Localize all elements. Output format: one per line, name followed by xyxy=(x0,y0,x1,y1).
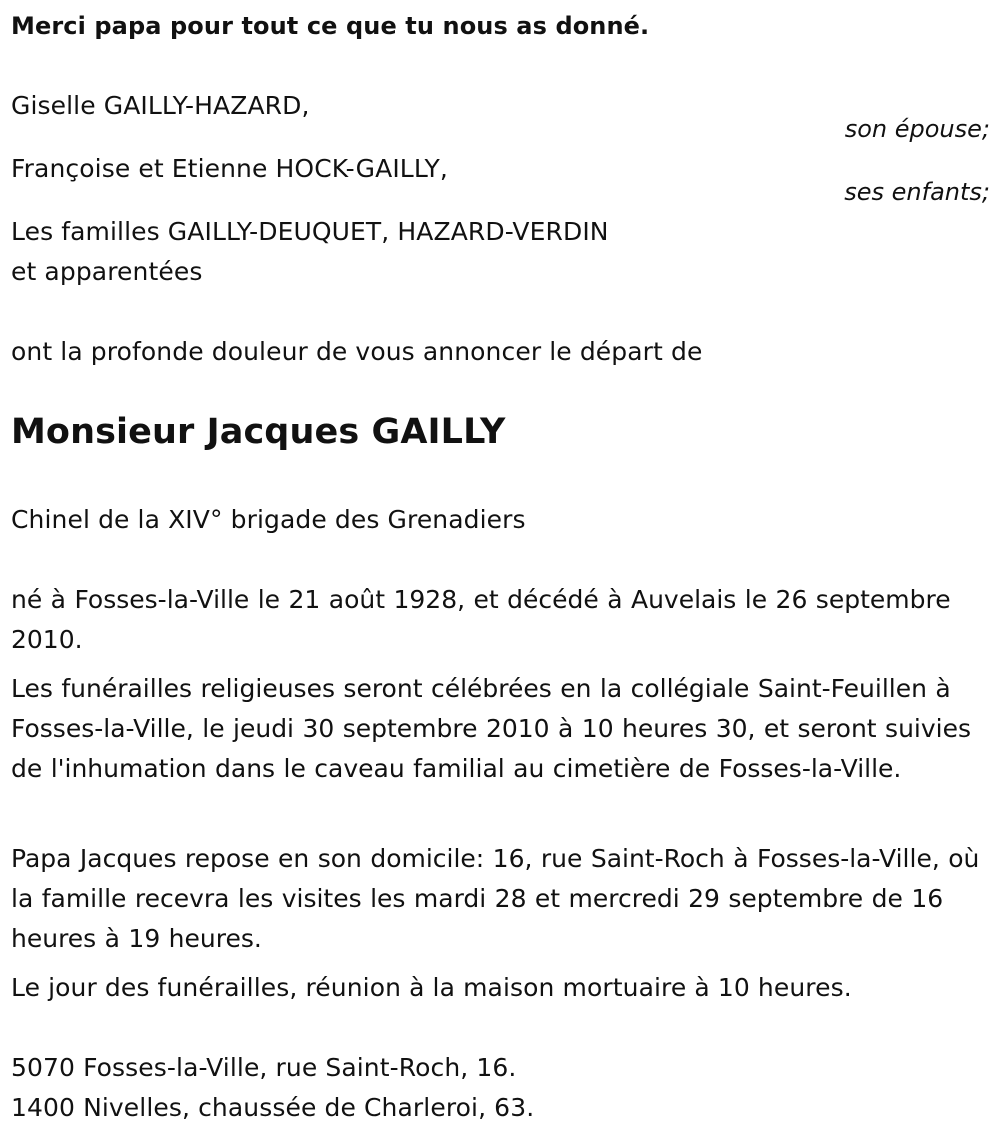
family-member-name: Françoise et Etienne HOCK-GAILLY, xyxy=(11,154,448,183)
funeral-text: Les funérailles religieuses seront célébrées en la collégiale Saint-Feuillen à Fosses-la-Ville, le jeudi 30 septembre 2010 à 10 heures 30, et seront suivies de l'inhumation dans le caveau familial au cimetière de Fosses-la-Ville. xyxy=(11,674,972,783)
deceased-title: Chinel de la XIV° brigade des Grenadiers xyxy=(11,505,526,534)
families-line: et apparentées xyxy=(11,257,203,286)
family-member-role: son épouse; xyxy=(844,115,990,143)
notice-heading: Merci papa pour tout ce que tu nous as donné. xyxy=(11,12,650,40)
family-member-name: Giselle GAILLY-HAZARD, xyxy=(11,91,310,120)
birth-death-text: né à Fosses-la-Ville le 21 août 1928, et décédé à Auvelais le 26 septembre 2010. xyxy=(11,585,951,654)
address-line: 5070 Fosses-la-Ville, rue Saint-Roch, 16. xyxy=(11,1053,517,1082)
family-member-role: ses enfants; xyxy=(844,178,990,206)
meeting-text: Le jour des funérailles, réunion à la maison mortuaire à 10 heures. xyxy=(11,973,852,1002)
visitation-text: Papa Jacques repose en son domicile: 16, rue Saint-Roch à Fosses-la-Ville, où la famille recevra les visites les mardi 28 et mercredi 29 septembre de 16 heures à 19 heures. xyxy=(11,844,980,953)
families-line: Les familles GAILLY-DEUQUET, HAZARD-VERDIN xyxy=(11,217,609,246)
deceased-name: Monsieur Jacques GAILLY xyxy=(11,412,506,452)
announcement-text: ont la profonde douleur de vous annoncer le départ de xyxy=(11,337,703,366)
address-line: 1400 Nivelles, chaussée de Charleroi, 63. xyxy=(11,1093,535,1122)
